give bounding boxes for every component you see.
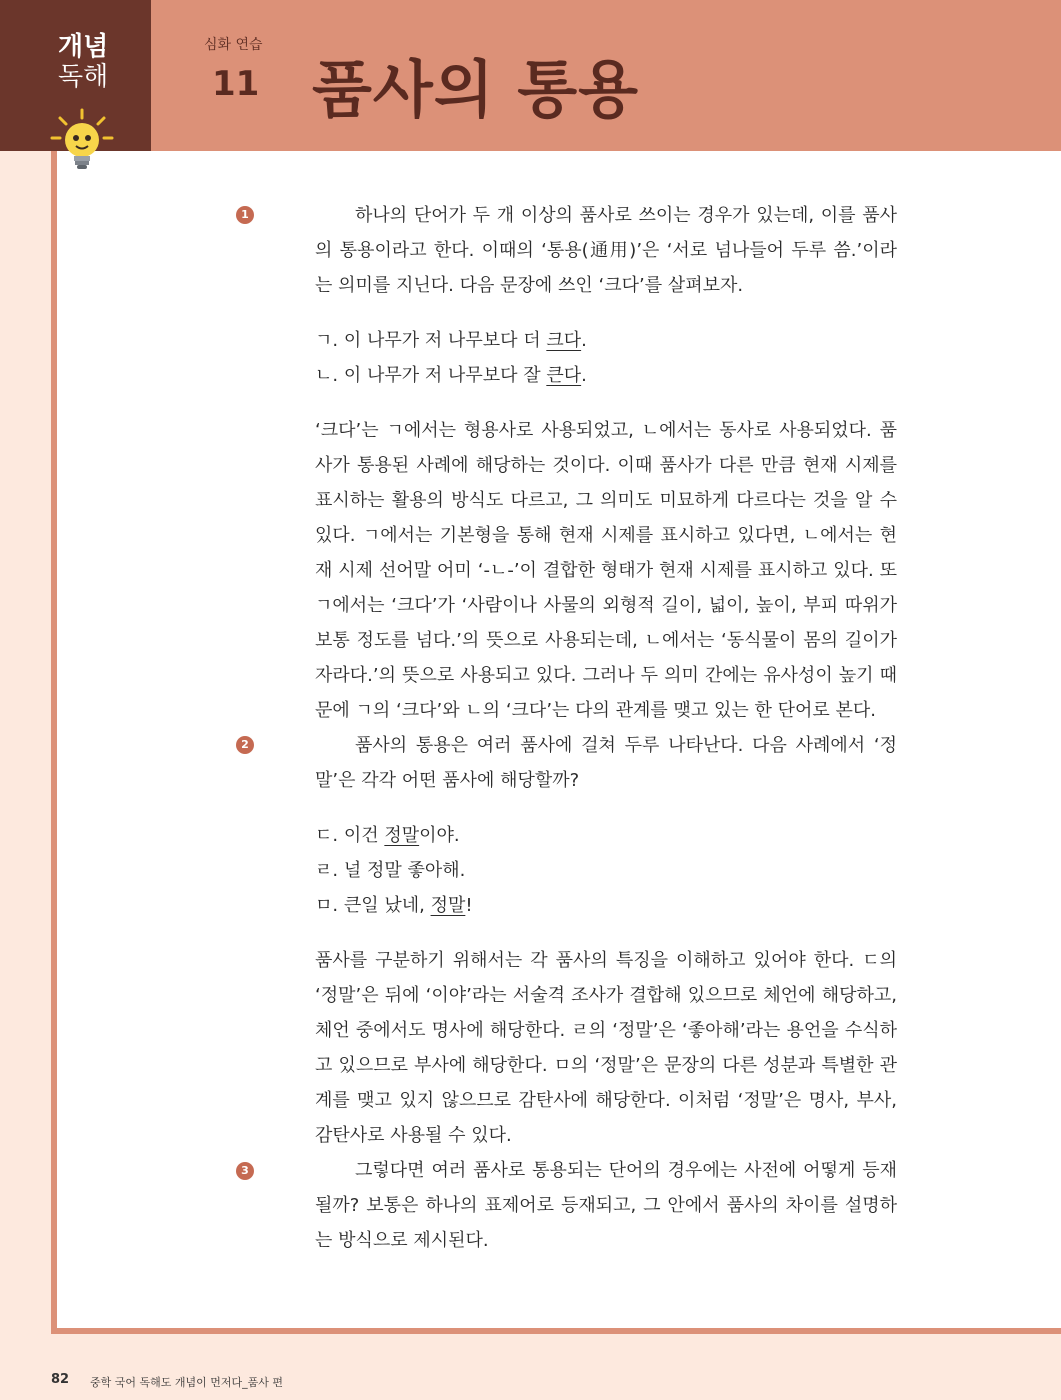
lightbulb-icon <box>50 108 114 178</box>
example-block-2 <box>315 818 897 923</box>
paragraph-marker-1: 1 <box>236 206 254 224</box>
paragraph-3: 그렇다면 여러 품사로 통용되는 단어의 경우에는 사전에 어떻게 등재될까? 보통은 하나의 표제어로 등재되고, 그 안에서 품사의 차이를 설명하는 방식으로 제시된다. <box>315 1160 897 1251</box>
paragraph-marker-3: 3 <box>236 1162 254 1180</box>
page-number: 82 <box>51 1372 70 1387</box>
paragraph-2: 품사의 통용은 여러 품사에 걸쳐 두루 나타난다. 다음 사례에서 ‘정말’은 각각 어떤 품사에 해당할까? <box>315 735 897 791</box>
concept-title <box>58 32 108 92</box>
example-b: ㄴ. 이 나무가 저 나무보다 잘 큰다. <box>315 365 587 386</box>
page-title: 품사의 통용 <box>312 53 640 126</box>
paragraph-marker-2: 2 <box>236 736 254 754</box>
paragraph-1: 하나의 단어가 두 개 이상의 품사로 쓰이는 경우가 있는데, 이를 품사의 통용이라고 한다. 이때의 ‘통용(通用)’은 ‘서로 넘나들어 두루 씀.’이라는 의미를 지닌다. 다음 문장에 쓰인 ‘크다’를 살펴보자. <box>315 205 897 296</box>
book-title: 중학 국어 독해도 개념이 먼저다_품사 편 <box>90 1376 283 1389</box>
underlined-word: 정말 <box>430 895 466 916</box>
underlined-word: 큰다 <box>546 365 582 386</box>
underlined-word: 크다 <box>546 330 582 351</box>
concept-line-1: 개념 <box>58 32 109 62</box>
section-number: 11 <box>212 64 260 104</box>
section-label: 심화 연습 <box>204 37 263 53</box>
example-e: ㅁ. 큰일 났네, 정말! <box>315 895 473 916</box>
example-c: ㄷ. 이건 정말이야. <box>315 825 460 846</box>
example-d: ㄹ. 널 정말 좋아해. <box>315 860 466 881</box>
example-block-1 <box>315 323 897 393</box>
underlined-word: 정말 <box>384 825 420 846</box>
paragraph-1-continued: ‘크다’는 ㄱ에서는 형용사로 사용되었고, ㄴ에서는 동사로 사용되었다. 품사가 통용된 사례에 해당하는 것이다. 이때 품사가 다른 만큼 현재 시제를 표시하는 활용의 방식도 다르고, 그 의미도 미묘하게 다르다는 것을 알 수 있다. ㄱ에서는 기본형을 통해 현재 시제를 표시하고 있다면, ㄴ에서는 현재 시제 선어말 어미 ‘-ㄴ-’이 결합한 형태가 현재 시제를 표시하고 있다. 또 ㄱ에서는 ‘크다’가 ‘사람이나 사물의 외형적 길이, 넓이, 높이, 부피 따위가 보통 정도를 넘다.’의 뜻으로 사용되는데, ㄴ에서는 ‘동식물이 몸의 길이가 자라다.’의 뜻으로 사용되고 있다. 그러나 두 의미 간에는 유사성이 높기 때문에 ㄱ의 ‘크다’와 ㄴ의 ‘크다’는 다의 관계를 맺고 있는 한 단어로 본다. <box>315 420 897 721</box>
paragraph-2-continued: 품사를 구분하기 위해서는 각 품사의 특징을 이해하고 있어야 한다. ㄷ의 ‘정말’은 뒤에 ‘이야’라는 서술격 조사가 결합해 있으므로 체언에 해당하고, 체언 중에서도 명사에 해당한다. ㄹ의 ‘정말’은 ‘좋아해’라는 용언을 수식하고 있으므로 부사에 해당한다. ㅁ의 ‘정말’은 문장의 다른 성분과 특별한 관계를 맺고 있지 않으므로 감탄사에 해당한다. 이처럼 ‘정말’은 명사, 부사, 감탄사로 사용될 수 있다. <box>315 950 897 1146</box>
concept-line-2: 독해 <box>58 62 109 92</box>
example-a: ㄱ. 이 나무가 저 나무보다 더 크다. <box>315 330 587 351</box>
